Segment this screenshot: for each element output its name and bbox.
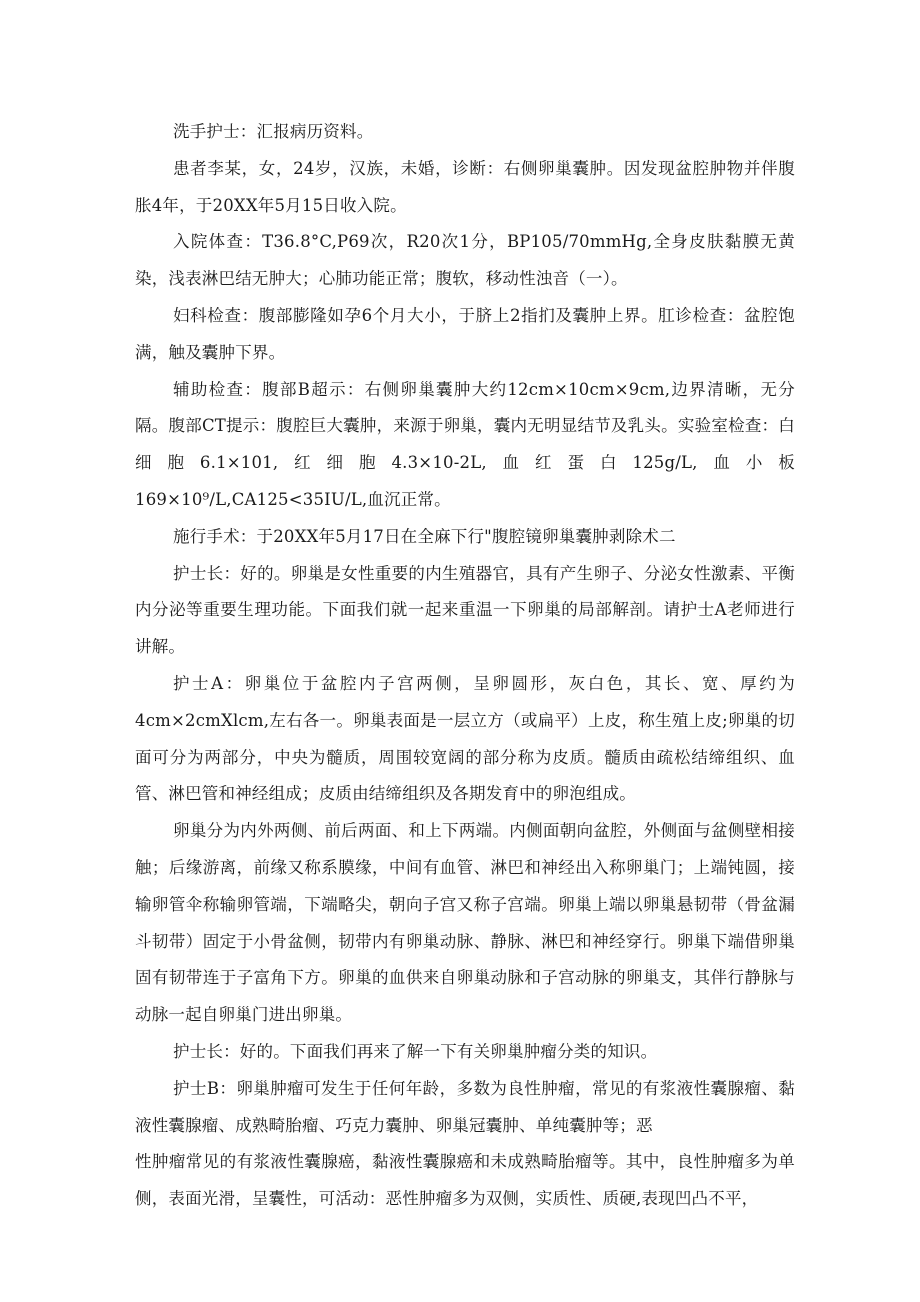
paragraph-patient-info: 患者李某，女，24岁，汉族，未婚，诊断：右侧卵巢囊肿。因发现盆腔肿物并伴腹胀4年，于20XX年5月15日收入院。 bbox=[135, 158, 795, 215]
paragraph-gynecologic-exam: 妇科检查：腹部膨隆如孕6个月大小，于脐上2指扪及囊肿上界。肛诊检查：盆腔饱满，触及囊肿下界。 bbox=[135, 305, 795, 362]
paragraph-head-nurse-1: 护士长：好的。卵巢是女性重要的内生殖器官，具有产生卵子、分泌女性激素、平衡内分泌等重要生理功能。下面我们就一起来重温一下卵巢的局部解剖。请护士A老师进行讲解。 bbox=[135, 563, 795, 657]
paragraph-auxiliary-exam: 辅助检查：腹部B超示：右侧卵巢囊肿大约12cm×10cm×9cm,边界清晰，无分隔。腹部CT提示：腹腔巨大囊肿，来源于卵巢，囊内无明显结节及乳头。实验室检查：白细胞6.1×101,红细胞4.3×10-2L,血红蛋白125g/L,血小板169×10⁹/L,CA125<35IU/L,血沉正常。 bbox=[135, 379, 795, 509]
paragraph-nurse-b-continued: 性肿瘤常见的有浆液性囊腺癌，黏液性囊腺癌和未成熟畸胎瘤等。其中，良性肿瘤多为单侧，表面光滑，呈囊性，可活动：恶性肿瘤多为双侧，实质性、质硬,表现凹凸不平， bbox=[135, 1152, 795, 1209]
paragraph-surgery: 施行手术：于20XX年5月17日在全麻下行"腹腔镜卵巢囊肿剥除术二 bbox=[173, 526, 676, 546]
paragraph-ovary-anatomy: 卵巢分为内外两侧、前后两面、和上下两端。内侧面朝向盆腔，外侧面与盆侧壁相接触；后缘游离，前缘又称系膜缘，中间有血管、淋巴和神经出入称卵巢门；上端钝圆，接输卵管伞称输卵管端，下端略尖，朝向子宫又称子宫端。卵巢上端以卵巢悬韧带（骨盆漏斗韧带）固定于小骨盆侧，韧带内有卵巢动脉、静脉、淋巴和神经穿行。卵巢下端借卵巢固有韧带连于子富角下方。卵巢的血供来自卵巢动脉和子宫动脉的卵巢支，其伴行静脉与动脉一起自卵巢门进出卵巢。 bbox=[135, 821, 795, 1025]
body-text bbox=[135, 114, 795, 1218]
paragraph-admission-exam: 入院体查：T36.8°C,P69次，R20次1分，BP105/70mmHg,全身皮肤黏膜无黄染，浅表淋巴结无肿大；心肺功能正常；腹软，移动性浊音（一）。 bbox=[135, 232, 795, 289]
paragraph-nurse-b: 护士B：卵巢肿瘤可发生于任何年龄，多数为良性肿瘤，常见的有浆液性囊腺瘤、黏液性囊腺瘤、成熟畸胎瘤、巧克力囊肿、卵巢冠囊肿、单纯囊肿等；恶 bbox=[135, 1078, 795, 1135]
paragraph-nurse-a: 护士A：卵巢位于盆腔内子宫两侧，呈卵圆形，灰白色，其长、宽、厚约为4cm×2cmXlcm,左右各一。卵巢表面是一层立方（或扁平）上皮，称生殖上皮;卵巢的切面可分为两部分，中央为髓质，周围较宽阔的部分称为皮质。髓质由疏松结缔组织、血管、淋巴管和神经组成；皮质由结缔组织及各期发育中的卵泡组成。 bbox=[135, 673, 795, 804]
paragraph-head-nurse-2: 护士长：好的。下面我们再来了解一下有关卵巢肿瘤分类的知识。 bbox=[173, 1041, 658, 1061]
paragraph-scrub-nurse-report: 洗手护士：汇报病历资料。 bbox=[173, 122, 374, 141]
